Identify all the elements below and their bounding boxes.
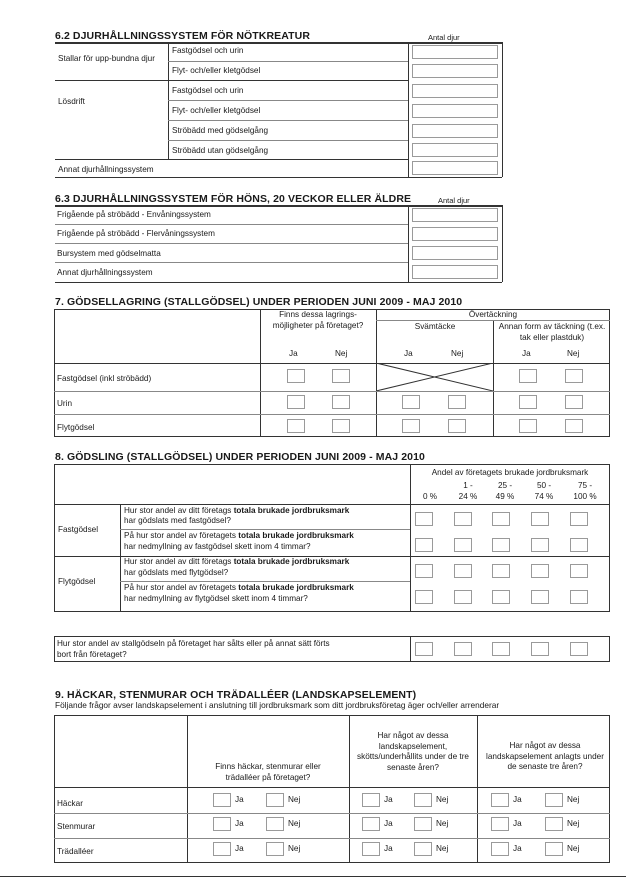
s62-row-1: Fastgödsel och urin <box>172 46 244 55</box>
s9-trad-new-no-checkbox[interactable] <box>545 842 563 856</box>
s9-hackar-new-yes-checkbox[interactable] <box>491 793 509 807</box>
s9-hackar-exists-yes-checkbox[interactable] <box>213 793 231 807</box>
section-6-3-title: 6.3 DJURHÅLLNINGSSYSTEM FÖR HÖNS, 20 VECKOR ELLER ÄLDRE <box>55 193 412 205</box>
s8-flyt-q1-bin-0[interactable] <box>415 564 433 578</box>
s8-flyt-q2-bin-0[interactable] <box>415 590 433 604</box>
s8-sold-bin-1[interactable] <box>454 642 472 656</box>
s7-row-2: Urin <box>57 399 73 408</box>
s8-q-fast-2-line2: har nedmyllning av fastgödsel skett inom 4 timmar? <box>124 542 311 551</box>
s9-no-label: Nej <box>436 819 449 828</box>
s7-col-other: Annan form av täckning (t.ex. tak eller plastduk) <box>498 322 606 342</box>
s7-urin-other-no-checkbox[interactable] <box>565 395 583 409</box>
s8-fast-label: Fastgödsel <box>58 525 99 534</box>
s8-bin-4-bottom: 100 % <box>573 492 597 501</box>
not-applicable-cross <box>376 363 493 391</box>
s7-col-cover: Övertäckning <box>468 310 518 319</box>
s9-row-1: Häckar <box>57 799 83 808</box>
s62-row-2: Flyt- och/eller kletgödsel <box>172 66 261 75</box>
s8-flyt-q1-bin-1[interactable] <box>454 564 472 578</box>
s8-fast-q1-bin-3[interactable] <box>531 512 549 526</box>
s62-count-input-1[interactable] <box>412 45 498 59</box>
s62-count-input-6[interactable] <box>412 143 498 157</box>
s9-yes-label: Ja <box>384 795 393 804</box>
s8-sold-bin-4[interactable] <box>570 642 588 656</box>
s9-hackar-maint-no-checkbox[interactable] <box>414 793 432 807</box>
s8-q-fast-1-line1: Hur stor andel av ditt företags totala brukade jordbruksmark <box>124 506 350 515</box>
s8-fast-q2-bin-4[interactable] <box>570 538 588 552</box>
s62-count-header: Antal djur <box>428 33 460 42</box>
s8-q-fast-1-line2: har gödslats med fastgödsel? <box>124 516 231 525</box>
s8-sold-bin-3[interactable] <box>531 642 549 656</box>
s8-bin-2-top: 25 - <box>497 481 513 490</box>
s7-col-exists: Finns dessa lagrings-möjligheter på företaget? <box>272 310 364 330</box>
s7-row-3: Flytgödsel <box>57 423 95 432</box>
s8-fast-q1-bin-4[interactable] <box>570 512 588 526</box>
s9-hackar-exists-no-checkbox[interactable] <box>266 793 284 807</box>
s7-fast-other-yes-checkbox[interactable] <box>519 369 537 383</box>
s7-urin-crust-no-checkbox[interactable] <box>448 395 466 409</box>
s9-sten-new-yes-checkbox[interactable] <box>491 817 509 831</box>
s9-col-1: Finns häckar, stenmurar eller trädalléer på företaget? <box>215 762 321 782</box>
section-7-title: 7. GÖDSELLAGRING (STALLGÖDSEL) UNDER PERIODEN JUNI 2009 - MAJ 2010 <box>55 296 463 308</box>
s9-yes-label: Ja <box>384 844 393 853</box>
s62-row-6: Ströbädd utan gödselgång <box>172 146 269 155</box>
s7-urin-crust-yes-checkbox[interactable] <box>402 395 420 409</box>
s9-yes-label: Ja <box>235 795 244 804</box>
s63-row-2: Frigående på ströbädd - Flervåningssystem <box>57 229 215 238</box>
s9-trad-new-yes-checkbox[interactable] <box>491 842 509 856</box>
section-9-title: 9. HÄCKAR, STENMURAR OCH TRÄDALLÉER (LANDSKAPSELEMENT) <box>55 689 417 701</box>
s63-count-header: Antal djur <box>438 196 470 205</box>
s62-count-input-5[interactable] <box>412 124 498 138</box>
s8-flyt-q1-bin-3[interactable] <box>531 564 549 578</box>
s63-count-input-2[interactable] <box>412 227 498 241</box>
section-6-2-title: 6.2 DJURHÅLLNINGSSYSTEM FÖR NÖTKREATUR <box>55 30 311 42</box>
s62-count-input-2[interactable] <box>412 64 498 78</box>
s7-flyt-other-yes-checkbox[interactable] <box>519 419 537 433</box>
s9-no-label: Nej <box>288 819 301 828</box>
s8-share-header: Andel av företagets brukade jordbruksmark <box>431 468 589 477</box>
s8-fast-q2-bin-2[interactable] <box>492 538 510 552</box>
s7-fast-other-no-checkbox[interactable] <box>565 369 583 383</box>
s7-urin-exists-no-checkbox[interactable] <box>332 395 350 409</box>
s63-row-4: Annat djurhållningssystem <box>57 268 153 277</box>
s7-flyt-exists-yes-checkbox[interactable] <box>287 419 305 433</box>
s9-yes-label: Ja <box>384 819 393 828</box>
s8-flyt-q2-bin-2[interactable] <box>492 590 510 604</box>
s9-no-label: Nej <box>436 844 449 853</box>
s8-flyt-q1-bin-4[interactable] <box>570 564 588 578</box>
s9-hackar-maint-yes-checkbox[interactable] <box>362 793 380 807</box>
s7-urin-other-yes-checkbox[interactable] <box>519 395 537 409</box>
s8-bin-1-top: 1 - <box>463 481 473 490</box>
s8-fast-q2-bin-1[interactable] <box>454 538 472 552</box>
section-9-subtitle: Följande frågor avser landskapselement i anslutning till jordbruksmark som ditt jordbruksföretag äger och/eller arrenderar <box>55 700 500 710</box>
s7-yes-3: Ja <box>522 349 531 358</box>
s9-yes-label: Ja <box>513 819 522 828</box>
s9-yes-label: Ja <box>235 844 244 853</box>
s7-yes-1: Ja <box>289 349 298 358</box>
s9-yes-label: Ja <box>513 795 522 804</box>
s9-no-label: Nej <box>567 844 580 853</box>
s9-col-3: Har något av dessa landskapselement anlagts under de senaste tre åren? <box>486 741 604 771</box>
s7-no-3: Nej <box>567 349 580 358</box>
s8-sold-bin-0[interactable] <box>415 642 433 656</box>
s8-sold-q-line2: bort från företaget? <box>57 650 127 659</box>
s9-yes-label: Ja <box>513 844 522 853</box>
s9-hackar-new-no-checkbox[interactable] <box>545 793 563 807</box>
s8-q-flyt-1-line1: Hur stor andel av ditt företags totala brukade jordbruksmark <box>124 557 350 566</box>
s8-sold-bin-2[interactable] <box>492 642 510 656</box>
s62-group1-label: Stallar för upp-bundna djur <box>58 54 155 63</box>
s8-fast-q2-bin-3[interactable] <box>531 538 549 552</box>
s7-no-1: Nej <box>335 349 348 358</box>
s7-fast-exists-yes-checkbox[interactable] <box>287 369 305 383</box>
s7-col-crust: Svämtäcke <box>414 322 456 331</box>
s9-no-label: Nej <box>288 844 301 853</box>
s62-row-5: Ströbädd med gödselgång <box>172 126 269 135</box>
s8-flyt-q2-bin-4[interactable] <box>570 590 588 604</box>
s7-flyt-exists-no-checkbox[interactable] <box>332 419 350 433</box>
s8-fast-q1-bin-1[interactable] <box>454 512 472 526</box>
s9-trad-exists-yes-checkbox[interactable] <box>213 842 231 856</box>
s62-other-label: Annat djurhållningssystem <box>58 165 154 174</box>
s9-no-label: Nej <box>567 795 580 804</box>
s63-row-3: Bursystem med gödselmatta <box>57 249 161 258</box>
s9-sten-new-no-checkbox[interactable] <box>545 817 563 831</box>
s9-sten-exists-no-checkbox[interactable] <box>266 817 284 831</box>
s62-row-4: Flyt- och/eller kletgödsel <box>172 106 261 115</box>
s8-flyt-label: Flytgödsel <box>58 577 96 586</box>
s62-row-3: Fastgödsel och urin <box>172 86 244 95</box>
s62-count-input-7[interactable] <box>412 161 498 175</box>
s8-q-flyt-1-line2: har gödslats med flytgödsel? <box>124 568 229 577</box>
s9-row-3: Trädalléer <box>57 847 94 856</box>
s62-group2-label: Lösdrift <box>58 97 85 106</box>
s7-flyt-crust-no-checkbox[interactable] <box>448 419 466 433</box>
s8-bin-4-top: 75 - <box>577 481 593 490</box>
s8-bin-3-bottom: 74 % <box>534 492 554 501</box>
s9-sten-exists-yes-checkbox[interactable] <box>213 817 231 831</box>
s63-count-input-1[interactable] <box>412 208 498 222</box>
s9-no-label: Nej <box>567 819 580 828</box>
s9-no-label: Nej <box>288 795 301 804</box>
s7-no-2: Nej <box>451 349 464 358</box>
s8-flyt-q2-bin-3[interactable] <box>531 590 549 604</box>
s9-sten-maint-no-checkbox[interactable] <box>414 817 432 831</box>
s8-bin-3-top: 50 - <box>536 481 552 490</box>
s8-sold-q-line1: Hur stor andel av stallgödseln på företaget har sålts eller på annat sätt förts <box>57 639 330 648</box>
s9-trad-maint-yes-checkbox[interactable] <box>362 842 380 856</box>
s63-count-input-3[interactable] <box>412 246 498 260</box>
s8-flyt-q2-bin-1[interactable] <box>454 590 472 604</box>
s8-fast-q2-bin-0[interactable] <box>415 538 433 552</box>
s7-urin-exists-yes-checkbox[interactable] <box>287 395 305 409</box>
s8-fast-q1-bin-2[interactable] <box>492 512 510 526</box>
s8-flyt-q1-bin-2[interactable] <box>492 564 510 578</box>
s9-sten-maint-yes-checkbox[interactable] <box>362 817 380 831</box>
s7-row-1: Fastgödsel (inkl ströbädd) <box>57 374 152 383</box>
s9-trad-exists-no-checkbox[interactable] <box>266 842 284 856</box>
s7-fast-exists-no-checkbox[interactable] <box>332 369 350 383</box>
s62-count-input-4[interactable] <box>412 104 498 118</box>
s8-bin-1-bottom: 24 % <box>458 492 478 501</box>
s63-row-1: Frigående på ströbädd - Envåningssystem <box>57 210 211 219</box>
s9-yes-label: Ja <box>235 819 244 828</box>
s9-trad-maint-no-checkbox[interactable] <box>414 842 432 856</box>
s9-row-2: Stenmurar <box>57 822 96 831</box>
s7-flyt-other-no-checkbox[interactable] <box>565 419 583 433</box>
s7-yes-2: Ja <box>404 349 413 358</box>
s9-no-label: Nej <box>436 795 449 804</box>
s63-count-input-4[interactable] <box>412 265 498 279</box>
s8-fast-q1-bin-0[interactable] <box>415 512 433 526</box>
s8-q-flyt-2-line2: har nedmyllning av flytgödsel skett inom 4 timmar? <box>124 594 308 603</box>
s8-bin-0-bottom: 0 % <box>422 492 438 501</box>
s7-flyt-crust-yes-checkbox[interactable] <box>402 419 420 433</box>
s9-col-2: Har något av dessa landskapselement, skötts/underhållits under de tre senaste åren? <box>357 731 469 772</box>
s8-q-fast-2-line1: På hur stor andel av företagets totala brukade jordbruksmark <box>124 531 354 540</box>
section-8-title: 8. GÖDSLING (STALLGÖDSEL) UNDER PERIODEN JUNI 2009 - MAJ 2010 <box>55 451 425 463</box>
s8-bin-2-bottom: 49 % <box>495 492 515 501</box>
s8-q-flyt-2-line1: På hur stor andel av företagets totala brukade jordbruksmark <box>124 583 354 592</box>
s62-count-input-3[interactable] <box>412 84 498 98</box>
